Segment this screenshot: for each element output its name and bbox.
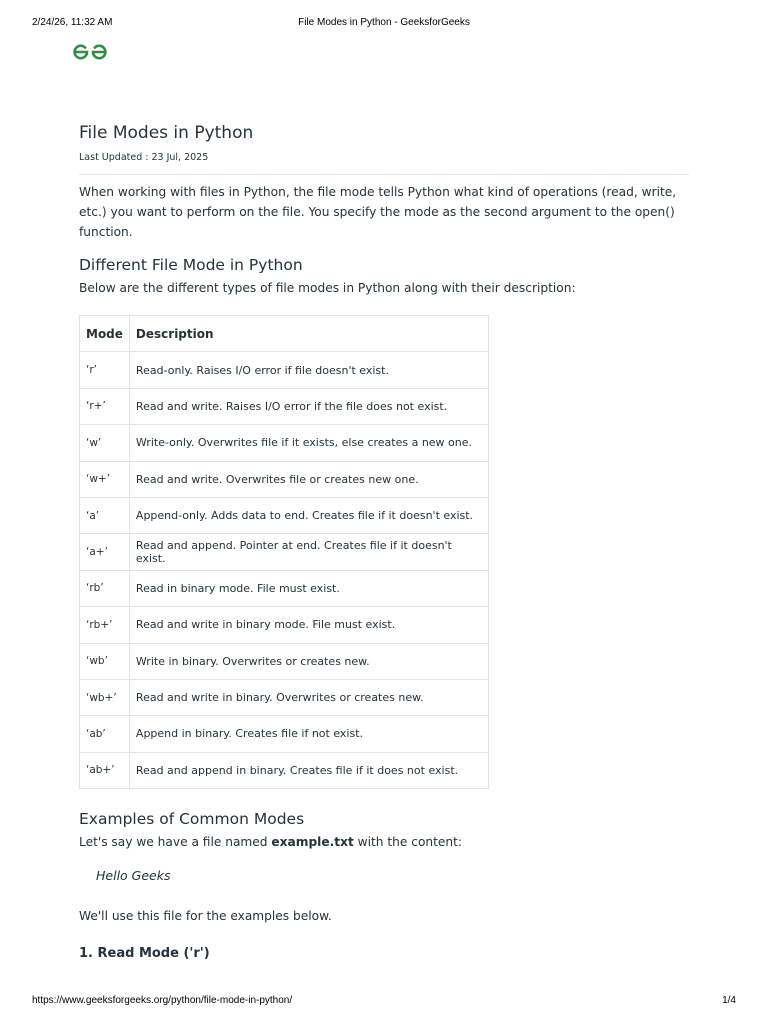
table-row [80,497,489,533]
print-footer [0,995,768,1009]
example-filename: example.txt [271,835,354,850]
column-header-description: Description [129,316,488,352]
table-row [80,425,489,461]
geeksforgeeks-logo[interactable] [72,43,108,61]
section-heading-file-modes: Different File Mode in Python [79,256,303,274]
examples-intro-text-end: with the content: [353,835,463,850]
mode-cell: ‘ab+’ [80,752,130,788]
mode-cell: ‘w+’ [80,461,130,497]
description-cell: Read and write. Overwrites file or creates new one. [129,461,488,497]
table-row [80,570,489,606]
description-cell: Append-only. Adds data to end. Creates file if it doesn't exist. [129,497,488,533]
subheading-read-mode: 1. Read Mode ('r') [79,946,210,962]
mode-cell: ‘a’ [80,497,130,533]
table-row [80,752,489,788]
mode-cell: ‘rb’ [80,570,130,606]
table-row [80,643,489,679]
mode-cell: ‘ab’ [80,716,130,752]
last-updated: Last Updated : 23 Jul, 2025 [79,152,209,163]
intro-paragraph: When working with files in Python, the file mode tells Python what kind of operations (read, write, etc.) you want to perform on the file. You specify the mode as the second argument to the open() function. [79,185,677,239]
mode-cell: ‘r+’ [80,388,130,424]
description-cell: Read and write. Raises I/O error if the file does not exist. [129,388,488,424]
table-row [80,388,489,424]
mode-cell: ‘rb+’ [80,607,130,643]
section-description: Below are the different types of file modes in Python along with their description: [79,281,576,295]
description-cell: Read and append in binary. Creates file if it does not exist. [129,752,488,788]
description-cell: Read-only. Raises I/O error if file doesn't exist. [129,352,488,388]
print-page-number: 1/4 [722,995,736,1006]
print-url: https://www.geeksforgeeks.org/python/file-mode-in-python/ [32,995,293,1006]
table-row [80,716,489,752]
print-datetime: 2/24/26, 11:32 AM [32,17,113,28]
description-cell: Read and append. Pointer at end. Creates file if it doesn't exist. [129,534,488,570]
description-cell: Read and write in binary mode. File must exist. [129,607,488,643]
mode-cell: ‘a+’ [80,534,130,570]
print-header [0,17,768,31]
mode-cell: ‘wb+’ [80,679,130,715]
table-row [80,461,489,497]
mode-cell: ‘w’ [80,425,130,461]
examples-usage-note: We'll use this file for the examples below. [79,909,332,924]
print-page-title: File Modes in Python - GeeksforGeeks [298,17,470,28]
table-row [80,679,489,715]
column-header-mode: Mode [80,316,130,352]
examples-intro-text: Let's say we have a file named [79,835,272,850]
description-cell: Append in binary. Creates file if not exist. [129,716,488,752]
mode-cell: ‘r’ [80,352,130,388]
description-cell: Read in binary mode. File must exist. [129,570,488,606]
file-modes-table [79,315,489,789]
page-title: File Modes in Python [79,123,254,143]
divider [79,174,689,175]
description-cell: Write in binary. Overwrites or creates new. [129,643,488,679]
mode-cell: ‘wb’ [80,643,130,679]
examples-intro [79,833,689,851]
section-heading-examples: Examples of Common Modes [79,810,305,829]
table-header-row [80,316,489,352]
table-row [80,534,489,570]
table-row [80,607,489,643]
description-cell: Read and write in binary. Overwrites or creates new. [129,679,488,715]
article [79,120,689,963]
file-content-sample: Hello Geeks [96,868,171,884]
description-cell: Write-only. Overwrites file if it exists, else creates a new one. [129,425,488,461]
table-row [80,352,489,388]
